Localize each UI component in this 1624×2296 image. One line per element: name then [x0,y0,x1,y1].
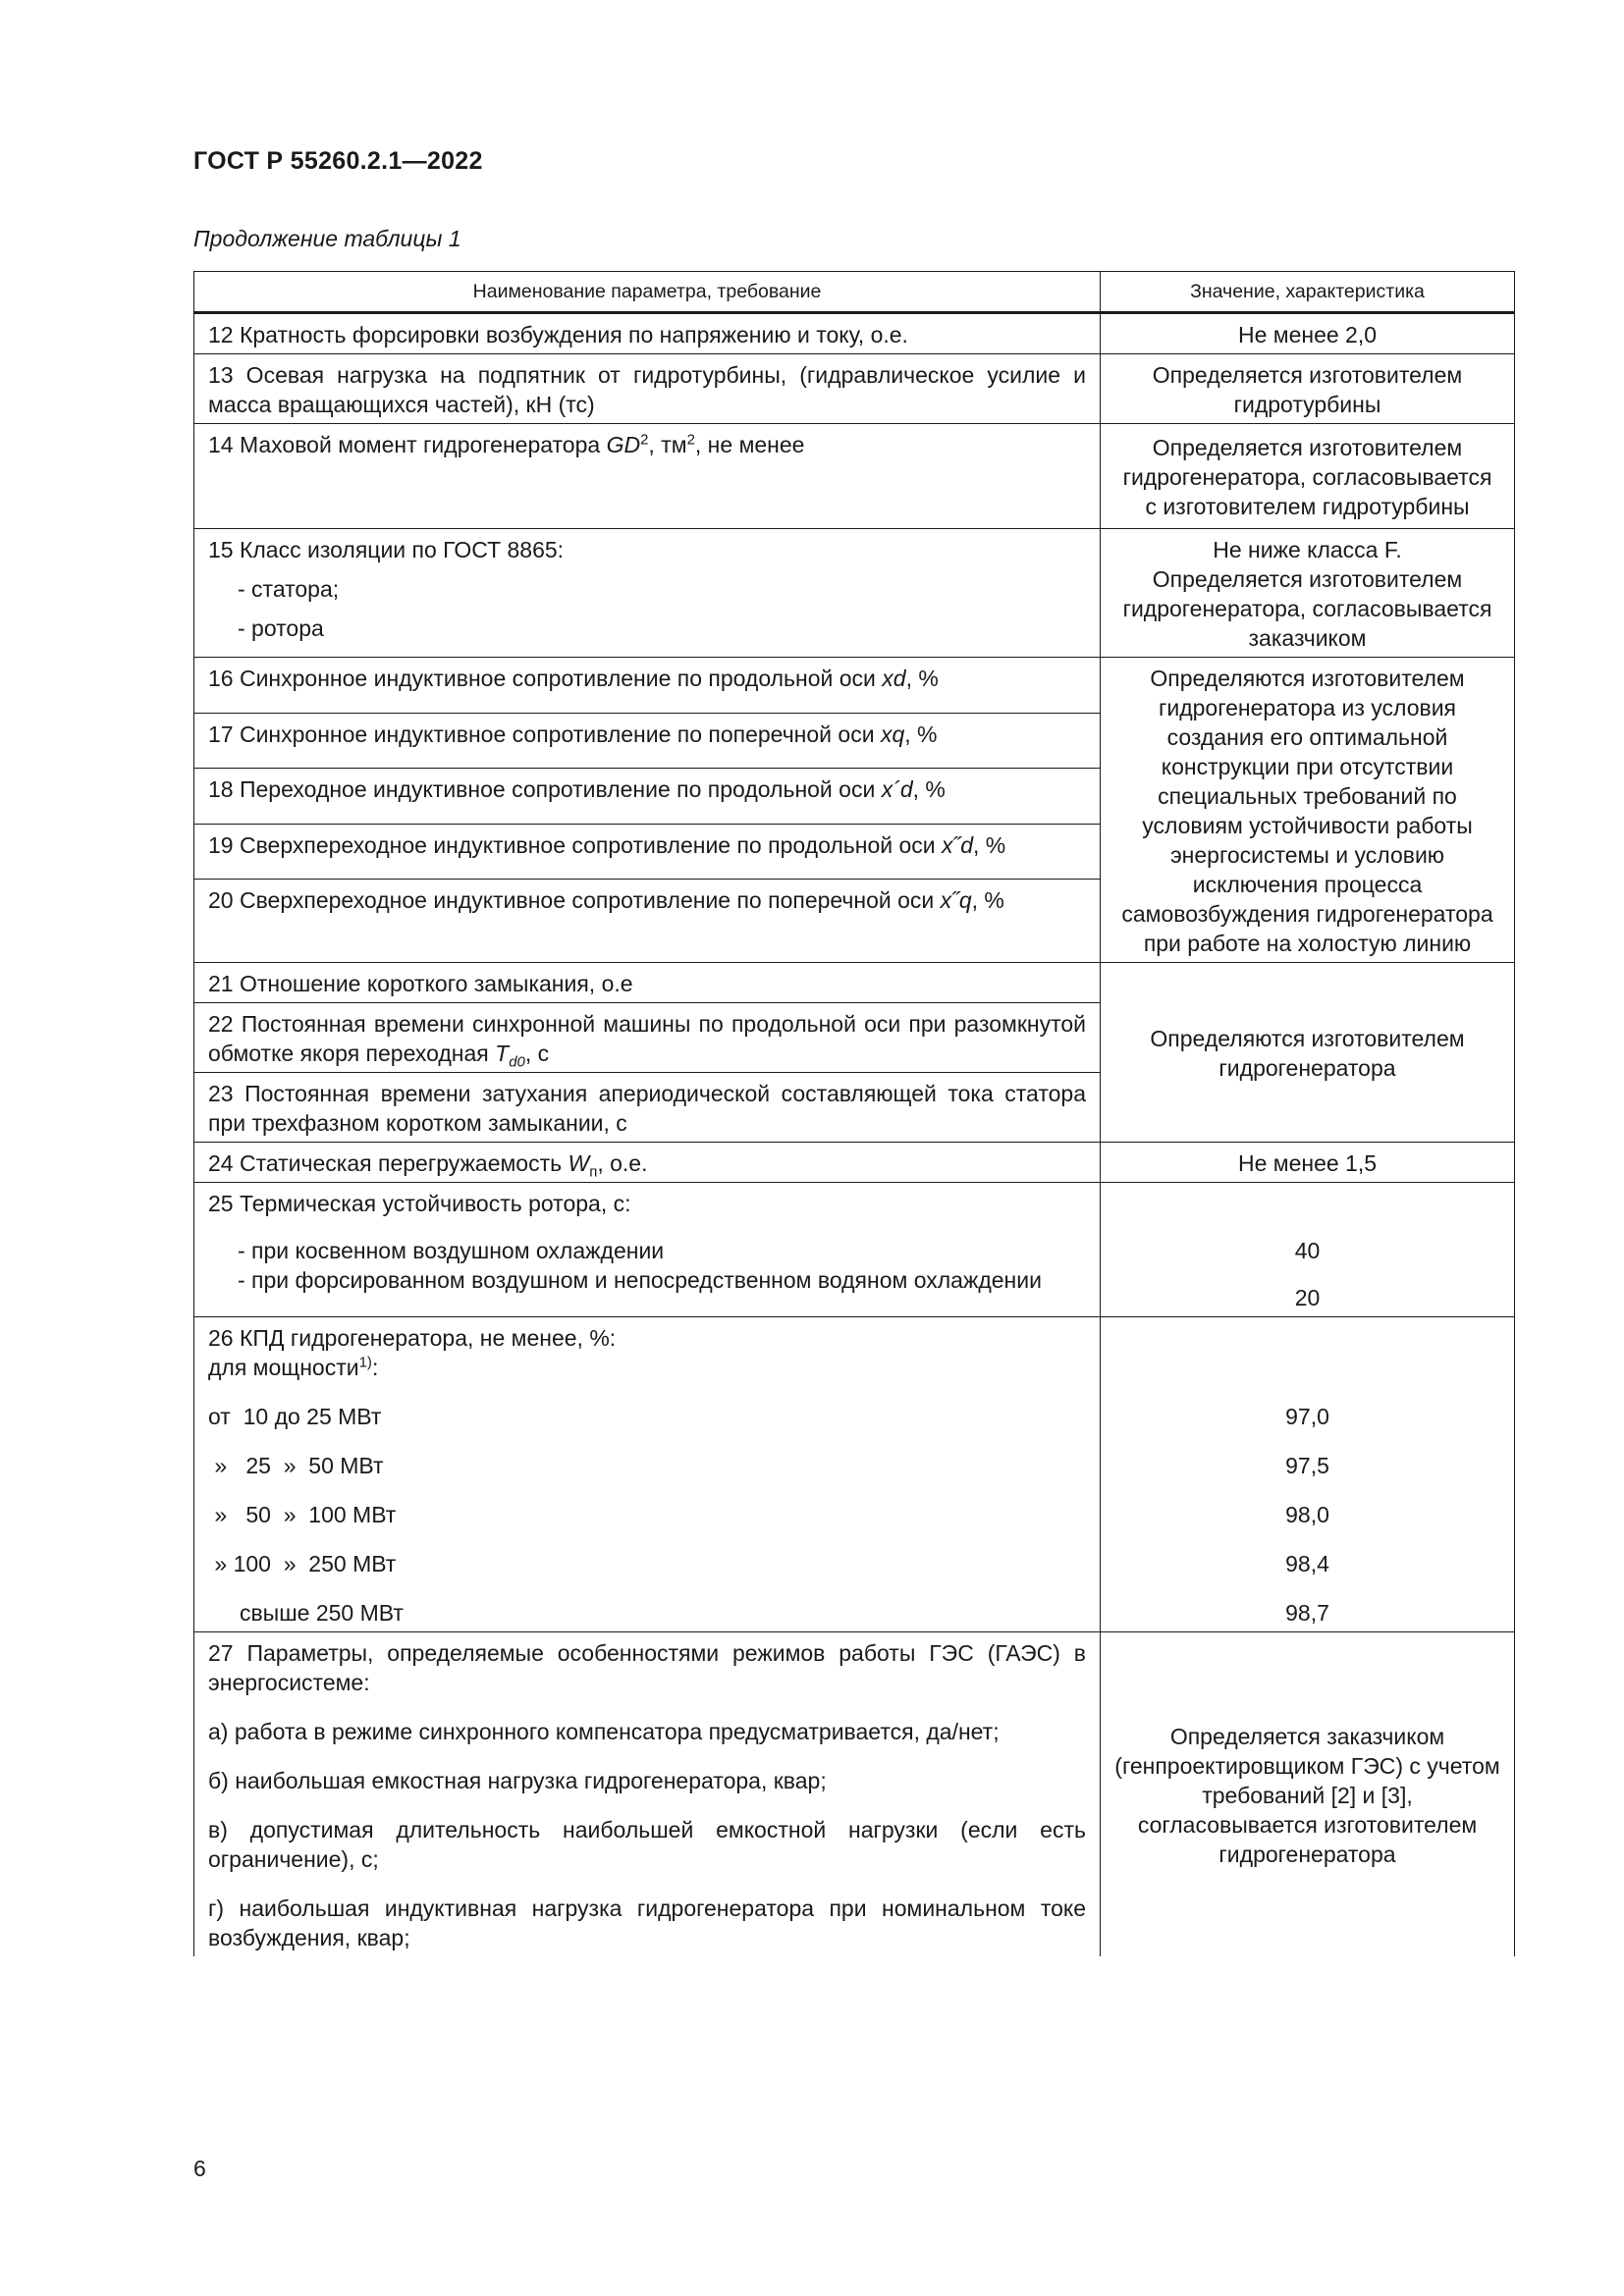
table-row [194,313,1515,354]
row-27-item-c: в) допустимая длительность наибольшей емкостной нагрузки (если есть ограничение), с; [208,1817,1086,1872]
row-25-sub-indirect: - при косвенном воздушном охлаждении [238,1238,665,1263]
row-27-value: Определяется заказчиком (генпроектировщиком ГЭС) с учетом требований [2] и [3], согласовывается изготовителем гидрогенератора [1101,1632,1515,1957]
row-25-value: 40 20 [1101,1183,1515,1317]
parameters-table [193,271,1515,1956]
table-caption: Продолжение таблицы 1 [193,226,461,251]
row-25-text: 25 Термическая устойчивость ротора, с: - при косвенном воздушном охлаждении - при форсированном воздушном и непосредственном водяном охлаждении [194,1183,1101,1317]
table-row [194,658,1515,714]
group-21-23-value: Определяются изготовителем гидрогенератора [1101,963,1515,1143]
row-27-item-d: г) наибольшая индуктивная нагрузка гидрогенератора при номинальном токе возбуждения, квар; [208,1896,1086,1950]
table-row [194,424,1515,529]
row-24-value: Не менее 1,5 [1101,1143,1515,1183]
row-15-sub-stator: - статора; [238,576,340,602]
table-row [194,1183,1515,1317]
row-12-text: 12 Кратность форсировки возбуждения по напряжению и току, о.е. [194,313,1101,354]
range-value: 97,0 [1285,1404,1329,1429]
range-label: » 100 » 250 МВт [208,1551,397,1576]
table-row [194,529,1515,658]
row-17-text: 17 Синхронное индуктивное сопротивление по поперечной оси xq, % [194,713,1101,769]
row-19-text: 19 Сверхпереходное индуктивное сопротивление по продольной оси x˝d, % [194,824,1101,880]
range-label: » 50 » 100 МВт [208,1502,397,1527]
range-value: 98,4 [1285,1551,1329,1576]
row-12-value: Не менее 2,0 [1101,313,1515,354]
row-15-sub-rotor: - ротора [238,615,324,641]
table-row [194,963,1515,1003]
table-row [194,1143,1515,1183]
table-row [194,1632,1515,1957]
row-18-text: 18 Переходное индуктивное сопротивление по продольной оси x´d, % [194,769,1101,825]
row-21-text: 21 Отношение короткого замыкания, о.е [194,963,1101,1003]
column-header-parameter: Наименование параметра, требование [194,272,1101,313]
row-25-sub-forced: - при форсированном воздушном и непосредственном водяном охлаждении [238,1267,1042,1293]
document-code: ГОСТ Р 55260.2.1—2022 [193,147,483,175]
row-22-text: 22 Постоянная времени синхронной машины по продольной оси при разомкнутой обмотке якоря переходная $T_{d0}$, с [194,1003,1101,1073]
range-value: 97,5 [1285,1453,1329,1478]
row-26-text: 26 КПД гидрогенератора, не менее, %: для мощности$^{1)}$: от 10 до 25 МВт » 25 » 50 МВт » 50 » 100 МВт » 100 » 250 МВт свыше 250 МВт [194,1317,1101,1632]
row-20-text: 20 Сверхпереходное индуктивное сопротивление по поперечной оси x˝q, % [194,880,1101,963]
row-16-text: 16 Синхронное индуктивное сопротивление по продольной оси xd, % [194,658,1101,714]
column-header-value: Значение, характеристика [1101,272,1515,313]
row-15-text: 15 Класс изоляции по ГОСТ 8865: - статора; - ротора [194,529,1101,658]
page-number: 6 [193,2156,206,2181]
row-15-value: Не ниже класса F. Определяется изготовителем гидрогенератора, согласовывается заказчиком [1101,529,1515,658]
row-27-item-b: б) наибольшая емкостная нагрузка гидрогенератора, квар; [208,1768,827,1793]
row-14-text: 14 Маховой момент гидрогенератора $GD^2$, $тм^2$, не менее [194,424,1101,529]
range-label: свыше 250 МВт [208,1600,404,1626]
group-16-20-value: Определяются изготовителем гидрогенератора из условия создания его оптимальной конструкции при отсутствии специальных требований по условиям устойчивости работы энергосистемы и условию исключения процесса самовозбуждения гидрогенератора при работе на холостую линию [1101,658,1515,963]
row-27-item-a: а) работа в режиме синхронного компенсатора предусматривается, да/нет; [208,1719,1000,1744]
table-header-row [194,272,1515,313]
row-26-value [1101,1317,1515,1632]
range-label: » 25 » 50 МВт [208,1453,384,1478]
range-value: 98,0 [1285,1502,1329,1527]
row-14-value: Определяется изготовителем гидрогенератора, согласовывается с изготовителем гидротурбины [1101,424,1515,529]
table-row [194,1317,1515,1632]
row-13-text: 13 Осевая нагрузка на подпятник от гидротурбины, (гидравлическое усилие и масса вращающихся частей), кН (тс) [194,354,1101,424]
table-row [194,354,1515,424]
row-27-text: 27 Параметры, определяемые особенностями режимов работы ГЭС (ГАЭС) в энергосистеме: а) работа в режиме синхронного компенсатора предусматривается, да/нет; б) наибольшая емкостная нагрузка гидрогенератора, квар; в) допустимая длительность наибольшей емкостной нагрузки (если есть ограничение), с; г) наибольшая индуктивная нагрузка гидрогенератора при номинальном токе возбуждения, квар; [194,1632,1101,1957]
row-23-text: 23 Постоянная времени затухания апериодической составляющей тока статора при трехфазном коротком замыкании, с [194,1073,1101,1143]
row-13-value: Определяется изготовителем гидротурбины [1101,354,1515,424]
range-value: 98,7 [1285,1600,1329,1626]
range-label: от 10 до 25 МВт [208,1404,382,1429]
row-24-text: 24 Статическая перегружаемость $W_п$, о.е. [194,1143,1101,1183]
